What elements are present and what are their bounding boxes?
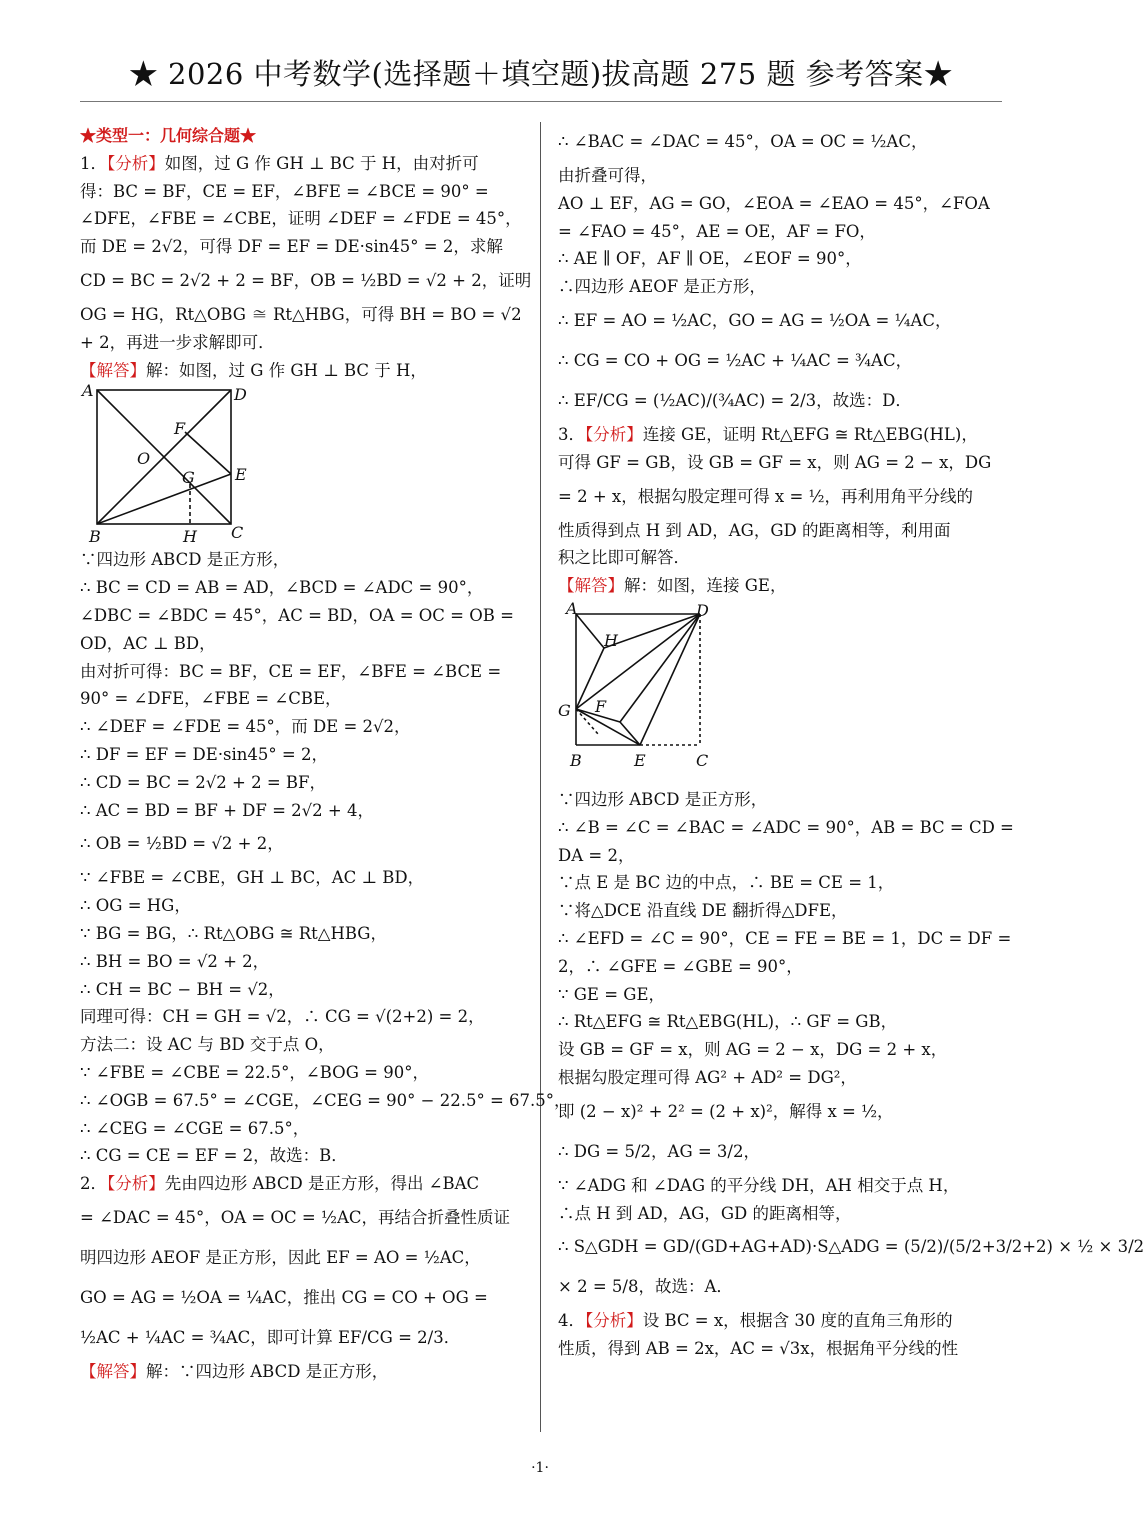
figure-label: A	[82, 381, 94, 401]
q1-analysis-line: 得：BC = BF，CE = EF，∠BFE = ∠BCE = 90° =	[80, 181, 489, 201]
figure-label: G	[558, 700, 571, 720]
q2-solution-line: = ∠FAO = 45°，AE = OE，AF = FO，	[558, 221, 876, 241]
q2-solution-line: ∴四边形 AEOF 是正方形，	[558, 277, 766, 297]
q1-analysis-line: 1．【分析】如图，过 G 作 GH ⊥ BC 于 H，由对折可	[80, 153, 479, 173]
q1-solution-line: ∴ ∠DEF = ∠FDE = 45°，而 DE = 2√2，	[80, 717, 411, 737]
q2-solution-line: AO ⊥ EF，AG = GO，∠EOA = ∠EAO = 45°，∠FOA	[558, 193, 990, 213]
q1-solution-line: ∴ AC = BD = BF + DF = 2√2 + 4，	[80, 800, 374, 820]
q3-solution-line: ∴ ∠B = ∠C = ∠BAC = ∠ADC = 90°，AB = BC = CD =	[558, 817, 1014, 837]
q1-solution-line: 【解答】解：如图，过 G 作 GH ⊥ BC 于 H，	[80, 360, 427, 380]
figure-label: F	[595, 696, 607, 716]
q2-analysis-line: 2．【分析】先由四边形 ABCD 是正方形，得出 ∠BAC	[80, 1174, 480, 1194]
q2-solution-line: ∴ ∠BAC = ∠DAC = 45°，OA = OC = ½AC，	[558, 132, 928, 151]
q3-solution-line: ∵ GE = GE，	[558, 984, 666, 1004]
figure-label: E	[235, 465, 247, 485]
q4-analysis-line: 4．【分析】设 BC = x，根据含 30 度的直角三角形的	[558, 1311, 953, 1331]
q3-solution-line: ∴ ∠EFD = ∠C = 90°，CE = FE = BE = 1，DC = DF =	[558, 928, 1012, 948]
q1-solution-line: ∴ OG = HG，	[80, 896, 191, 916]
figure-label: D	[696, 600, 709, 620]
q3-solution-line: 设 GB = GF = x，则 AG = 2 − x，DG = 2 + x，	[558, 1040, 948, 1060]
q1-solution-line: ∴ CH = BC − BH = √2，	[80, 979, 285, 999]
q4-analysis-line: 性质，得到 AB = 2x，AC = √3x，根据角平分线的性	[558, 1339, 959, 1359]
q3-solution-line: DA = 2，	[558, 845, 635, 865]
figure-label: C	[696, 750, 709, 770]
q3-solution-line: ∵ ∠ADG 和 ∠DAG 的平分线 DH，AH 相交于点 H，	[558, 1175, 960, 1195]
q1-solution-line: ∵ ∠FBE = ∠CBE = 22.5°，∠BOG = 90°，	[80, 1062, 429, 1082]
figure-folded-square	[558, 598, 758, 786]
q2-solution-line: ∴ EF/CG = (½AC)/(¾AC) = 2/3，故选：D．	[558, 390, 912, 410]
page-number: ·1·	[531, 1460, 549, 1476]
q3-analysis-line: 积之比即可解答．	[558, 548, 690, 568]
q2-analysis-line: GO = AG = ½OA = ¼AC，推出 CG = CO + OG =	[80, 1287, 488, 1307]
q1-solution-line: ∴ BH = BO = √2 + 2，	[80, 951, 270, 971]
q3-solution-line: 【解答】解：如图，连接 GE，	[558, 576, 787, 596]
figure-label: H	[183, 527, 197, 547]
q1-solution-line: ∴ ∠CEG = ∠CGE = 67.5°，	[80, 1118, 310, 1138]
q3-solution-line: ∴点 H 到 AD，AG，GD 的距离相等，	[558, 1203, 852, 1223]
figure-label: B	[89, 527, 101, 547]
title-divider	[80, 101, 1002, 102]
q2-solution-line: ∴ CG = CO + OG = ½AC + ¼AC = ¾AC，	[558, 350, 913, 370]
q3-solution-line: ∵将△DCE 沿直线 DE 翻折得△DFE，	[558, 901, 848, 921]
q1-solution-line: ∵ ∠FBE = ∠CBE，GH ⊥ BC，AC ⊥ BD，	[80, 868, 425, 888]
q1-solution-line: ∴ ∠OGB = 67.5° = ∠CGE，∠CEG = 90° − 22.5° = 67.5°，	[80, 1090, 571, 1110]
q3-solution-line: 根据勾股定理可得 AG² + AD² = DG²，	[558, 1067, 857, 1087]
q2-analysis-line: 明四边形 AEOF 是正方形，因此 EF = AO = ½AC，	[80, 1247, 481, 1267]
figure-label: C	[231, 523, 244, 543]
q3-analysis-line: 3．【分析】连接 GE，证明 Rt△EFG ≅ Rt△EBG(HL)，	[558, 424, 978, 444]
figure-label: G	[182, 468, 195, 488]
figure-label: H	[604, 630, 618, 650]
figure-label: O	[137, 449, 151, 469]
q3-solution-line: 2，∴ ∠GFE = ∠GBE = 90°，	[558, 956, 803, 976]
q3-solution-line: ∴ Rt△EFG ≅ Rt△EBG(HL)，∴ GF = GB，	[558, 1012, 898, 1032]
figure-label: B	[570, 750, 582, 770]
q3-solution-line: ∵四边形 ABCD 是正方形，	[558, 789, 768, 809]
q3-solution-line: ∴ DG = 5/2，AG = 3/2，	[558, 1141, 760, 1161]
q3-analysis-line: = 2 + x，根据勾股定理可得 x = ½，再利用角平分线的	[558, 486, 974, 506]
section-heading: ★类型一：几何综合题★	[80, 126, 257, 145]
q1-solution-line: ∵四边形 ABCD 是正方形，	[80, 550, 290, 570]
q2-solution-line: 由折叠可得，	[558, 166, 657, 185]
q1-analysis-line: OG = HG，Rt△OBG ≅ Rt△HBG，可得 BH = BO = √2	[80, 304, 522, 324]
q1-solution-line: 同理可得：CH = GH = √2，∴ CG = √(2+2) = 2，	[80, 1007, 485, 1027]
q3-analysis-line: 性质得到点 H 到 AD，AG，GD 的距离相等，利用面	[558, 520, 951, 540]
q3-solution-line: × 2 = 5/8，故选：A．	[558, 1277, 733, 1297]
figure-label: F	[174, 419, 186, 439]
q3-solution-line: 即 (2 − x)² + 2² = (2 + x)²，解得 x = ½，	[558, 1101, 894, 1121]
q3-solution-line: ∴ S△GDH = GD/(GD+AG+AD)·S△ADG = (5/2)/(5/2+3/2+2) × ½ × 3/2	[558, 1237, 1144, 1257]
figure-label: E	[634, 750, 646, 770]
q2-solution-line: 【解答】解：∵四边形 ABCD 是正方形，	[80, 1361, 389, 1381]
q1-solution-line: ∴ OB = ½BD = √2 + 2，	[80, 834, 284, 854]
figure-label: A	[566, 598, 578, 618]
q3-solution-line: ∵点 E 是 BC 边的中点，∴ BE = CE = 1，	[558, 873, 895, 893]
q1-solution-line: ∵ BG = BG，∴ Rt△OBG ≅ Rt△HBG，	[80, 923, 387, 943]
q1-solution-line: ∴ CG = CE = EF = 2，故选：B．	[80, 1146, 348, 1166]
q3-analysis-line: 可得 GF = GB，设 GB = GF = x，则 AG = 2 − x，DG	[558, 452, 992, 472]
q2-solution-line: ∴ EF = AO = ½AC，GO = AG = ½OA = ¼AC，	[558, 310, 952, 330]
page-title: ★ 2026 中考数学(选择题＋填空题)拔高题 275 题 参考答案★	[128, 57, 954, 91]
q1-solution-line: 90° = ∠DFE，∠FBE = ∠CBE，	[80, 689, 342, 709]
q1-solution-line: 由对折可得：BC = BF，CE = EF，∠BFE = ∠BCE =	[80, 661, 502, 681]
q1-solution-line: OD，AC ⊥ BD，	[80, 633, 216, 653]
q1-analysis-line: + 2，再进一步求解即可．	[80, 332, 275, 352]
figure-square-abcd	[80, 381, 310, 547]
q1-solution-line: ∴ DF = EF = DE·sin45° = 2，	[80, 744, 328, 764]
q1-analysis-line: CD = BC = 2√2 + 2 = BF，OB = ½BD = √2 + 2，证明	[80, 270, 532, 290]
q2-analysis-line: ½AC + ¼AC = ¾AC，即可计算 EF/CG = 2/3．	[80, 1327, 461, 1347]
q1-solution-line: ∴ CD = BC = 2√2 + 2 = BF，	[80, 772, 326, 792]
q1-analysis-line: 而 DE = 2√2，可得 DF = EF = DE·sin45° = 2，求解	[80, 237, 503, 257]
figure-label: D	[234, 385, 247, 405]
q1-analysis-line: ∠DFE，∠FBE = ∠CBE，证明 ∠DEF = ∠FDE = 45°，	[80, 209, 522, 229]
q1-solution-line: 方法二：设 AC 与 BD 交于点 O，	[80, 1035, 335, 1055]
q1-solution-line: ∠DBC = ∠BDC = 45°，AC = BD，OA = OC = OB =	[80, 605, 514, 625]
q2-solution-line: ∴ AE ∥ OF，AF ∥ OE，∠EOF = 90°，	[558, 249, 862, 269]
q1-solution-line: ∴ BC = CD = AB = AD，∠BCD = ∠ADC = 90°，	[80, 578, 484, 598]
right-column	[558, 122, 1144, 1363]
left-column	[80, 122, 571, 1386]
column-divider	[540, 122, 541, 1432]
q2-analysis-line: = ∠DAC = 45°，OA = OC = ½AC，再结合折叠性质证	[80, 1207, 510, 1227]
